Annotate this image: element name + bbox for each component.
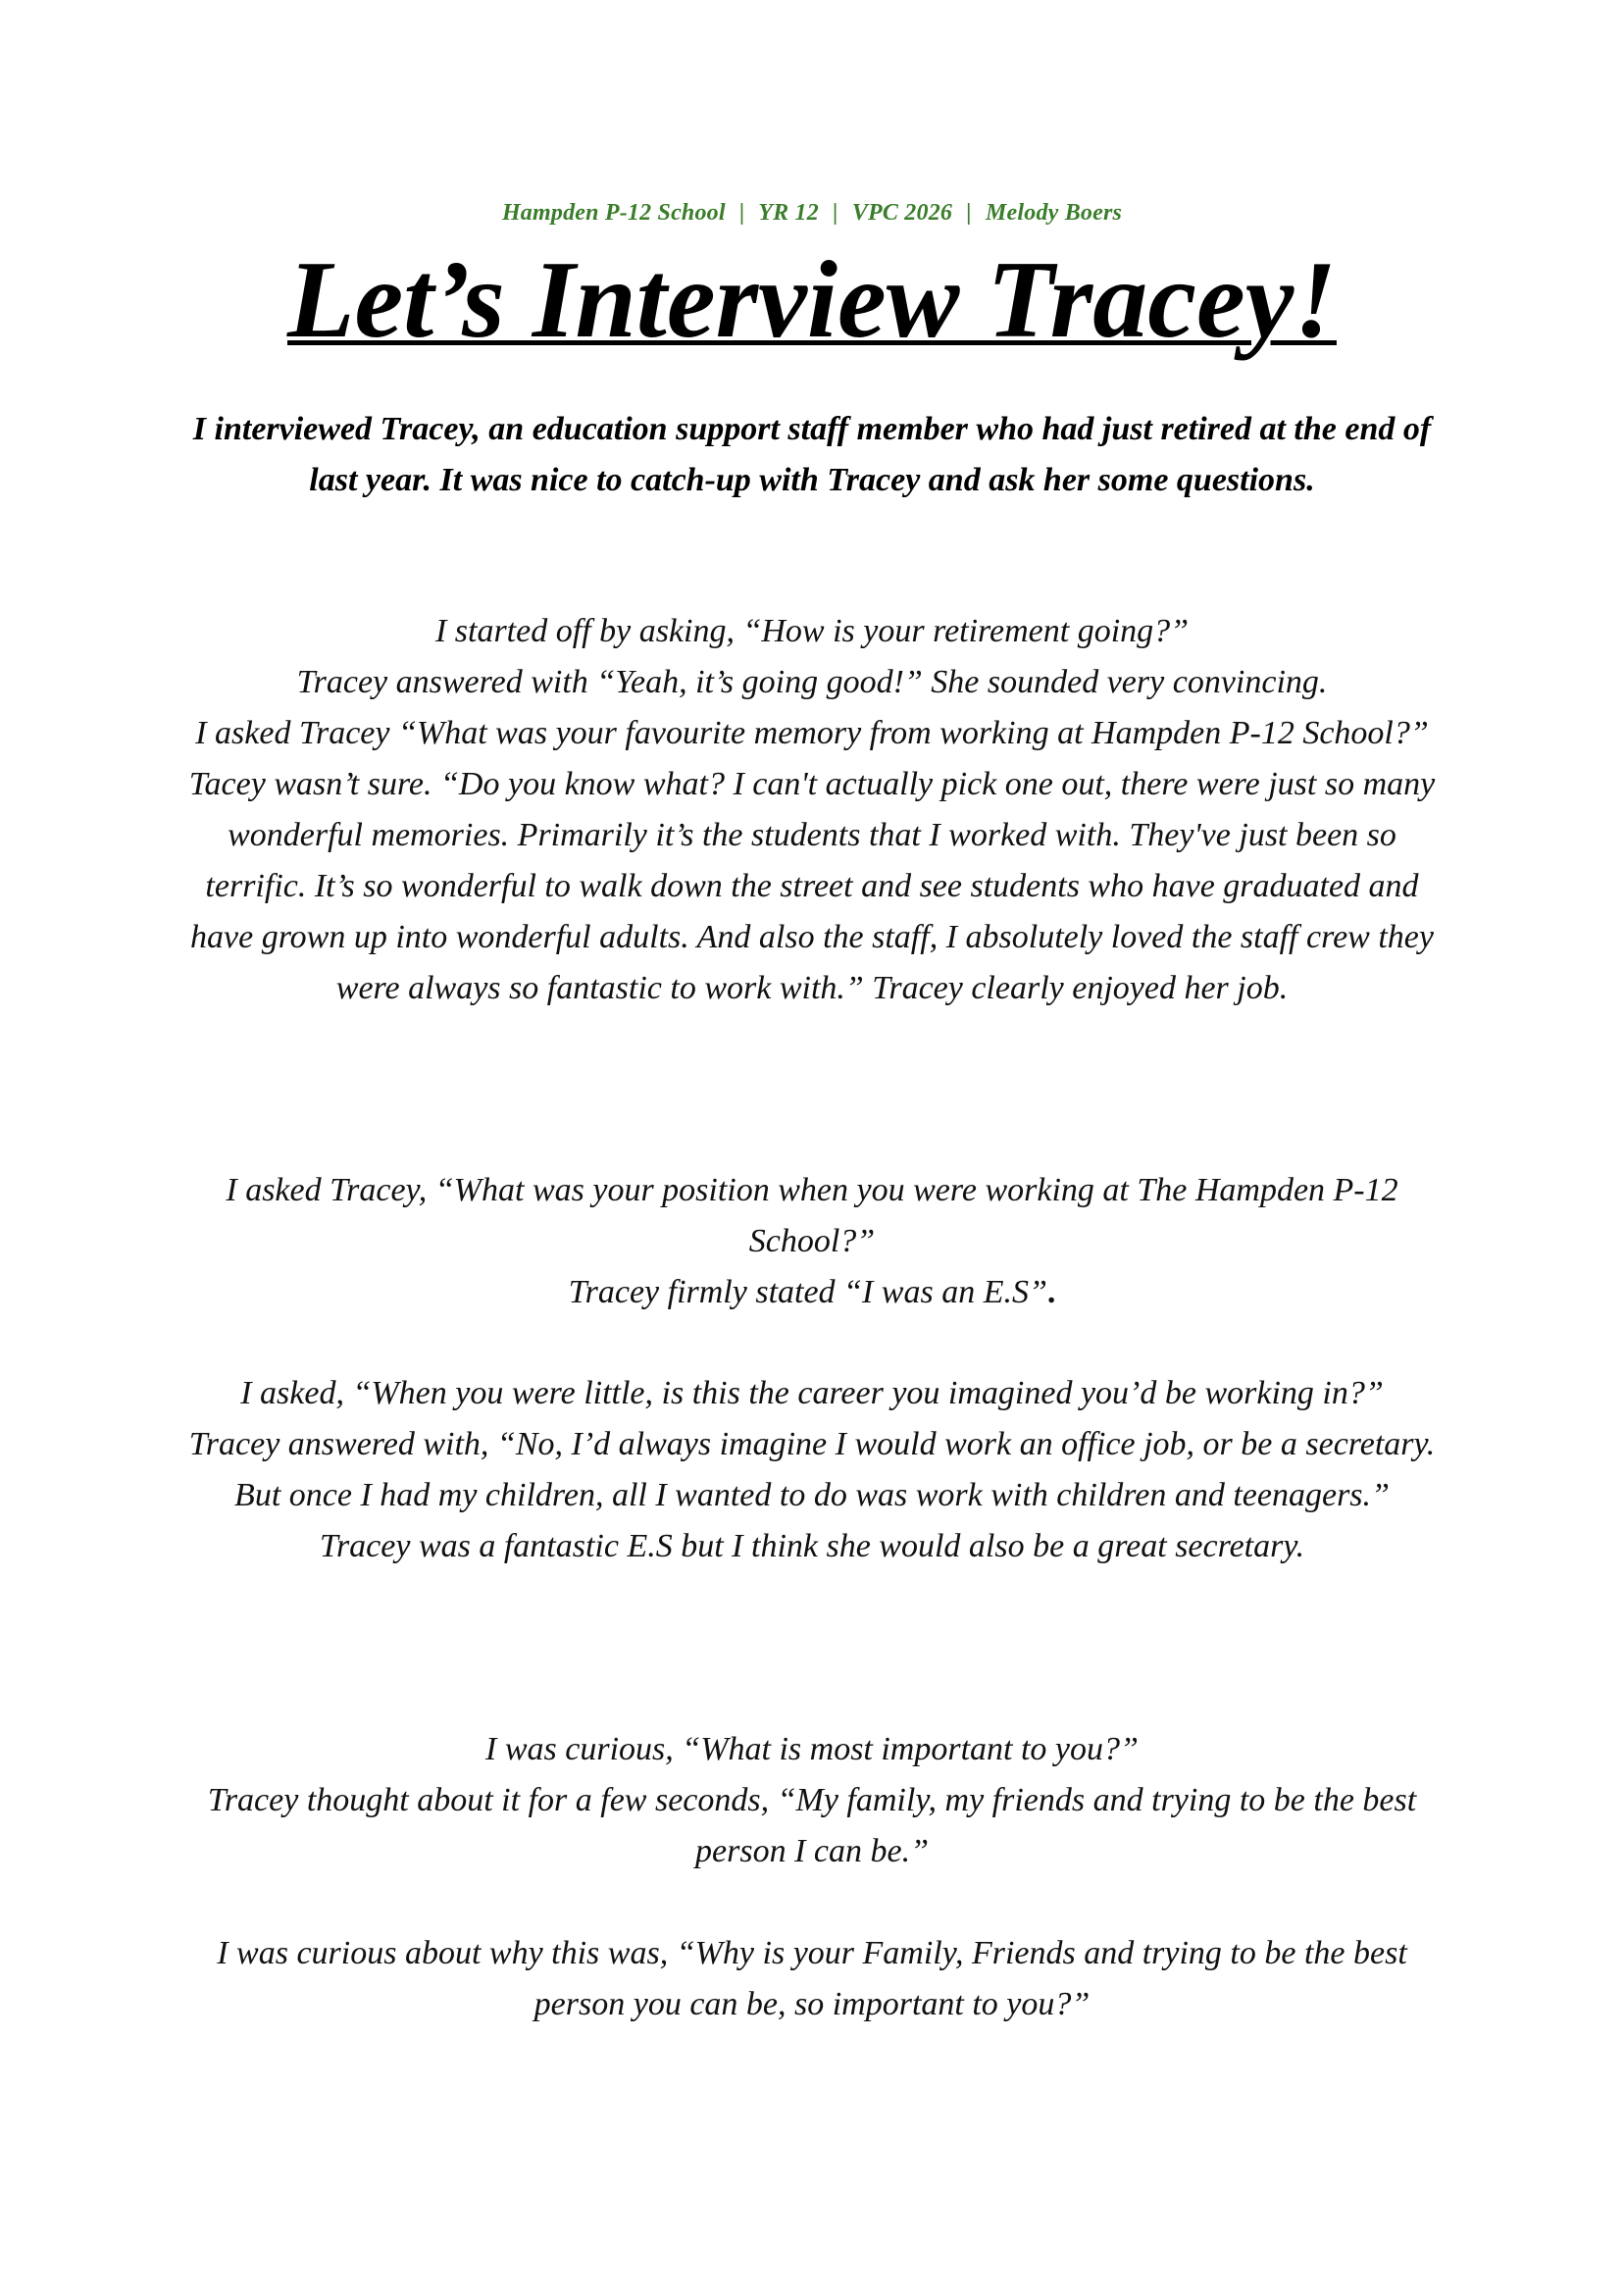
header-course: VPC 2026: [851, 200, 953, 226]
paragraph-line: Tacey wasn’t sure. “Do you know what? I can't actually pick one out, there were just so many wonderful memories. Primarily it’s the students that I worked with. They've just been so terrific. It’s so wonderful to walk down the street and see students who have graduated and have grown up into wonderful adults. And also the staff, I absolutely loved the staff crew they were always so fantastic to work with.” Tracey clearly enjoyed her job.: [188, 766, 1436, 1006]
paragraph-line: Tracey answered with, “No, I’d always imagine I would work an office job, or be a secretary. But once I had my children, all I wanted to do was work with children and teenagers.” Tracey was a fantastic E.S but I think she would also be a great secretary.: [188, 1426, 1436, 1564]
trailing-period: .: [1046, 1274, 1056, 1310]
paragraph-line: I started off by asking, “How is your retirement going?”: [434, 613, 1190, 649]
paragraph-line: [186, 1267, 1438, 1318]
paragraph-line: I asked, “When you were little, is this the career you imagined you’d be working in?”: [240, 1375, 1384, 1411]
header-year: YR 12: [758, 200, 819, 226]
paragraph-1: [186, 606, 1438, 1014]
page-title: Let’s Interview Tracey!: [287, 239, 1337, 361]
header-separator: |: [966, 200, 972, 226]
header-separator: |: [738, 200, 745, 226]
paragraph-line: I asked Tracey “What was your favourite memory from working at Hampden P-12 School?”: [195, 715, 1429, 751]
header-school: Hampden P-12 School: [501, 200, 726, 226]
paragraph-line: Tracey answered with “Yeah, it’s going good!” She sounded very convincing.: [296, 664, 1328, 700]
paragraph-4: [186, 1724, 1438, 1877]
document-header: [0, 200, 1624, 227]
paragraph-2: [186, 1165, 1438, 1318]
paragraph-3: [186, 1368, 1438, 1572]
paragraph-line: Tracey thought about it for a few seconds, “My family, my friends and trying to be the best person I can be.”: [207, 1782, 1417, 1869]
page-title-wrap: [0, 239, 1624, 361]
paragraph-line: I was curious, “What is most important to you?”: [485, 1731, 1139, 1767]
header-separator: |: [833, 200, 838, 226]
paragraph-line-text: Tracey firmly stated “I was an E.S”: [568, 1274, 1047, 1310]
paragraph-line: I asked Tracey, “What was your position when you were working at The Hampden P-12 School?”: [226, 1172, 1398, 1259]
paragraph-line: I was curious about why this was, “Why is your Family, Friends and trying to be the best person you can be, so important to you?”: [217, 1935, 1407, 2022]
paragraph-5: [186, 1928, 1438, 2030]
header-author: Melody Boers: [986, 200, 1123, 226]
intro-paragraph: I interviewed Tracey, an education support staff member who had just retired at the end of last year. It was nice to catch-up with Tracey and ask her some questions.: [192, 411, 1432, 498]
